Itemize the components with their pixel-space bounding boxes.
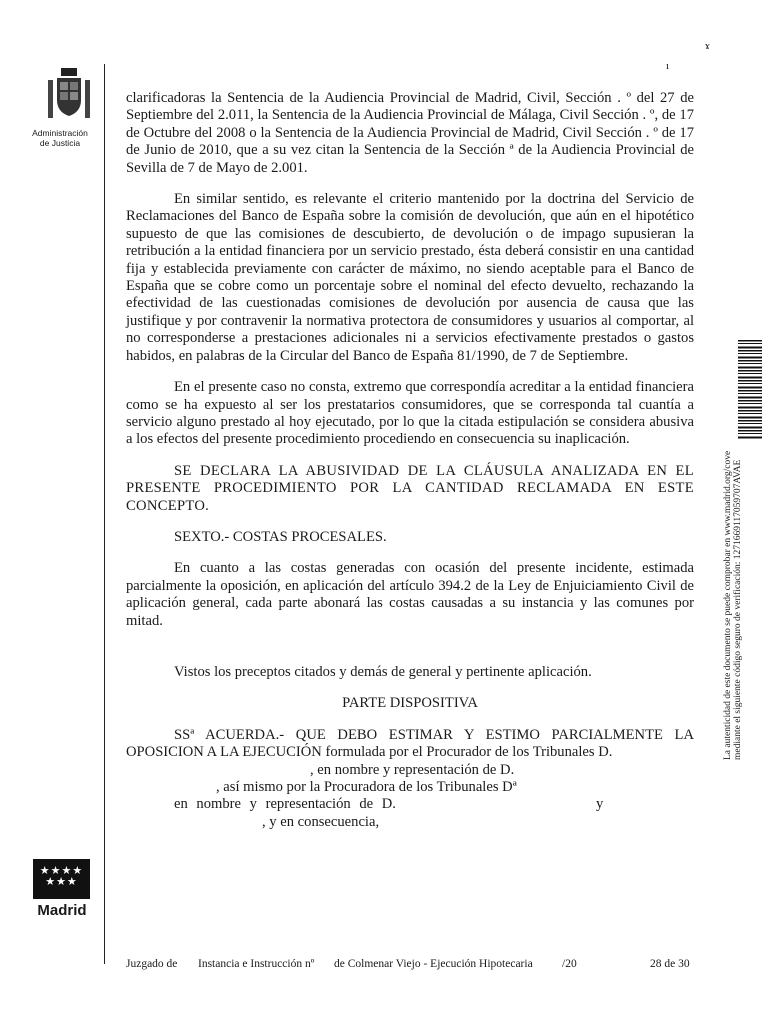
verification-line-1: La autenticidad de este documento se puede comprobar en www.madrid.org/cove	[723, 450, 733, 760]
scan-mark-2: ı	[666, 60, 670, 72]
document-body	[126, 90, 694, 831]
margin-rule	[104, 64, 105, 964]
madrid-logo	[33, 859, 90, 899]
paragraph-1: clarificadoras la Sentencia de la Audiencia Provincial de Madrid, Civil, Sección . º del 27 de Septiembre del 2.011, la Sentencia de la Audiencia Provincial de Málaga, Civil Sección . º, de 17 de Octubre del 2008 o la Sentencia de la Audiencia Provincial de Madrid, Civil Sección . º de 17 de Junio de 2010, que a su vez citan la Sentencia de la Sección ª de la Audiencia Provincial de Sevilla de 7 de Mayo de 2.001.	[126, 90, 694, 176]
barcode	[738, 340, 762, 440]
admin-label-line-1: Administración	[32, 128, 88, 138]
line-representacion-2-y: y	[596, 796, 604, 813]
section-heading-sexto: SEXTO.- COSTAS PROCESALES.	[174, 528, 387, 545]
administration-label	[20, 128, 100, 148]
footer-court: Juzgado de	[126, 958, 178, 970]
footer-place: de Colmenar Viejo - Ejecución Hipotecaria	[334, 958, 533, 970]
scan-mark-1: ɤ	[705, 40, 710, 52]
line-procuradora: , así mismo por la Procuradora de los Tribunales Dª	[216, 779, 517, 795]
line-representacion-2-text: en nombre y representación de D.	[174, 796, 396, 813]
line-consecuencia: , y en consecuencia,	[262, 813, 380, 830]
paragraph-acuerda: SSª ACUERDA.- QUE DEBO ESTIMAR Y ESTIMO PARCIALMENTE LA OPOSICION A LA EJECUCIÓN formulada por el Procurador de los Tribunales D.	[126, 726, 694, 761]
line-representacion-2	[126, 796, 694, 813]
heading-parte-dispositiva: PARTE DISPOSITIVA	[342, 695, 478, 712]
paragraph-vistos: Vistos los preceptos citados y demás de general y pertinente aplicación.	[174, 663, 592, 680]
admin-label-line-2: de Justicia	[39, 138, 81, 148]
paragraph-declaration: SE DECLARA LA ABUSIVIDAD DE LA CLÁUSULA ANALIZADA EN EL PRESENTE PROCEDIMIENTO POR LA CANTIDAD RECLAMADA EN ESTE CONCEPTO.	[126, 462, 694, 514]
footer-year: /20	[562, 958, 577, 970]
line-representacion-1: , en nombre y representación de D.	[310, 761, 515, 778]
verification-note	[723, 450, 743, 760]
verification-line-2: mediante el siguiente código seguro de verificación: 1271669117059707AVAE	[733, 459, 743, 760]
paragraph-costs: En cuanto a las costas generadas con ocasión del presente incidente, estimada parcialmente la oposición, en aplicación del artículo 394.2 de la Ley de Enjuiciamiento Civil de aplicación general, cada parte abonará las costas causadas a su instancia y las comunes por mitad.	[126, 560, 694, 629]
paragraph-2: En similar sentido, es relevante el criterio mantenido por la doctrina del Servicio de Reclamaciones del Banco de España sobre la comisión de devolución, que aún en el hipotético supuesto de que las comisiones de descubierto, de devolución o de impago supusieran la retribución a la entidad financiera por un servicio prestado, ésta deberá consistir en una cantidad fija y establecida previamente con carácter de máximo, no siendo aceptable para el Banco de España que se cobre como un porcentaje sobre el nominal del efecto devuelto, rechazando la efectividad de las cuestionadas comisiones de devolución por ausencia de causa que las justifique y por contravenir la normativa protectora de consumidores y usuarios al comportar, al no corresponderse a prestaciones adicionales ni a servicios efectivamente prestados o gastos habidos, en palabras de la Circular del Banco de España 81/1990, de 7 de Septiembre.	[126, 191, 694, 364]
stars-icon: ★★★★ ★★★	[39, 864, 84, 888]
madrid-label: Madrid	[37, 902, 87, 919]
footer-page: 28 de 30	[650, 958, 690, 970]
coat-of-arms-icon	[44, 64, 94, 134]
paragraph-3: En el presente caso no consta, extremo que correspondía acreditar a la entidad financiera como se ha expuesto al ser los prestatarios consumidores, que se corresponda tal cuantía a servicio alguno prestado al hoy ejecutado, por lo que la citada estipulación se considera abusiva a los efectos del presente procedimiento procediendo en consecuencia su inaplicación.	[126, 379, 694, 448]
footer-instance: Instancia e Instrucción nº	[198, 958, 315, 970]
